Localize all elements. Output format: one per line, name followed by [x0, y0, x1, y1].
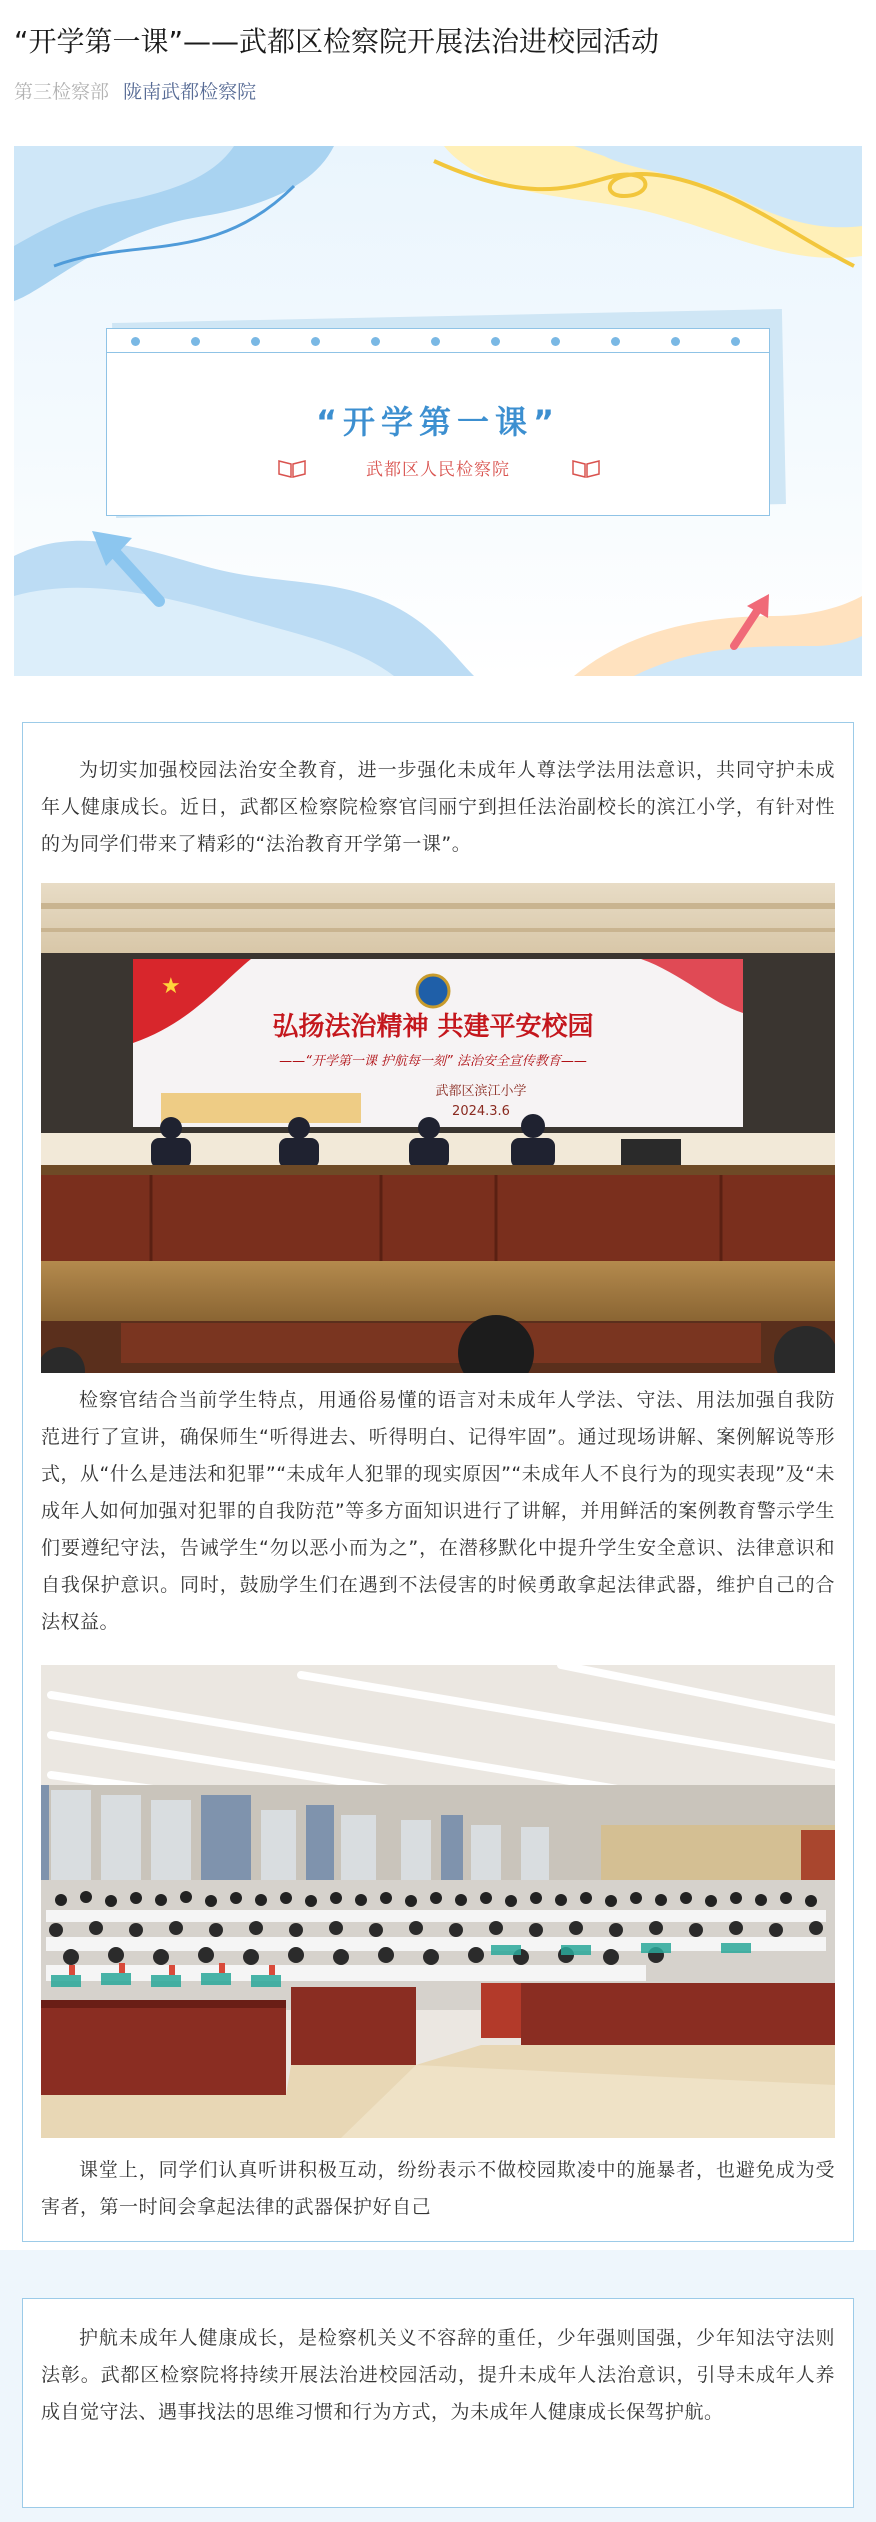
classroom-paragraph: 课堂上，同学们认真听讲积极互动，纷纷表示不做校园欺凌中的施暴者，也避免成为受害者，第一时间会拿起法律的武器保护好自己: [41, 2159, 835, 2218]
banner-title: “开学第一课”: [315, 403, 561, 441]
event-photo-podium: [41, 883, 835, 1373]
screen-subtitle: ——“开学第一课 护航每一刻” 法治安全宣传教育——: [279, 1054, 587, 1069]
audience-photo-illustration: [41, 1665, 835, 2138]
strip-dot: [611, 337, 620, 346]
banner-card-strip: [107, 329, 769, 353]
cover-banner: [14, 146, 862, 676]
strip-dot: [551, 337, 560, 346]
book-icon: [571, 457, 601, 479]
podium-photo-illustration: [41, 883, 835, 1373]
svg-text:★: ★: [161, 974, 181, 999]
strip-dot: [491, 337, 500, 346]
lecture-paragraph: 检察官结合当前学生特点，用通俗易懂的语言对未成年人学法、守法、用法加强自我防范进行了宣讲，确保师生“听得进去、听得明白、记得牢固”。通过现场讲解、案例解说等形式，从“什么是违法和犯罪”“未成年人犯罪的现实原因”“未成年人不良行为的现实表现”及“未成年人如何加强对犯罪的自我防范”等多方面知识进行了讲解，并用鲜活的案例教育警示学生们要遵纪守法，告诫学生“勿以恶小而为之”，在潜移默化中提升学生安全意识、法律意识和自我保护意识。同时，鼓励学生们在遇到不法侵害的时候勇敢拿起法律武器，维护自己的合法权益。: [41, 1389, 835, 1633]
screen-school: 武都区滨江小学: [435, 1084, 527, 1099]
banner-subtitle: 武都区人民检察院: [366, 460, 510, 480]
closing-paragraph: 护航未成年人健康成长，是检察机关义不容辞的重任，少年强则国强，少年知法守法则法彰。武都区检察院将持续开展法治进校园活动，提升未成年人法治意识，引导未成年人养成自觉守法、遇事找法的思维习惯和行为方式，为未成年人健康成长保驾护航。: [41, 2327, 835, 2423]
strip-dot: [251, 337, 260, 346]
screen-date: 2024.3.6: [452, 1104, 510, 1119]
book-icon: [277, 457, 307, 479]
strip-dot: [311, 337, 320, 346]
strip-dot: [671, 337, 680, 346]
strip-dot: [371, 337, 380, 346]
banner-card: [106, 328, 770, 516]
screen-title: 弘扬法治精神 共建平安校园: [272, 1012, 594, 1042]
account-link[interactable]: 陇南武都检察院: [123, 81, 257, 103]
strip-dot: [431, 337, 440, 346]
article-title: “开学第一课”——武都区检察院开展法治进校园活动: [14, 25, 660, 58]
strip-dot: [191, 337, 200, 346]
strip-dot: [131, 337, 140, 346]
intro-paragraph: 为切实加强校园法治安全教育，进一步强化未成年人尊法学法用法意识，共同守护未成年人健康成长。近日，武都区检察院检察官闫丽宁到担任法治副校长的滨江小学，有针对性的为同学们带来了精彩的“法治教育开学第一课”。: [41, 759, 835, 855]
event-photo-audience: [41, 1665, 835, 2138]
strip-dot: [731, 337, 740, 346]
department-label: 第三检察部: [14, 81, 110, 103]
article-meta: [14, 78, 256, 106]
